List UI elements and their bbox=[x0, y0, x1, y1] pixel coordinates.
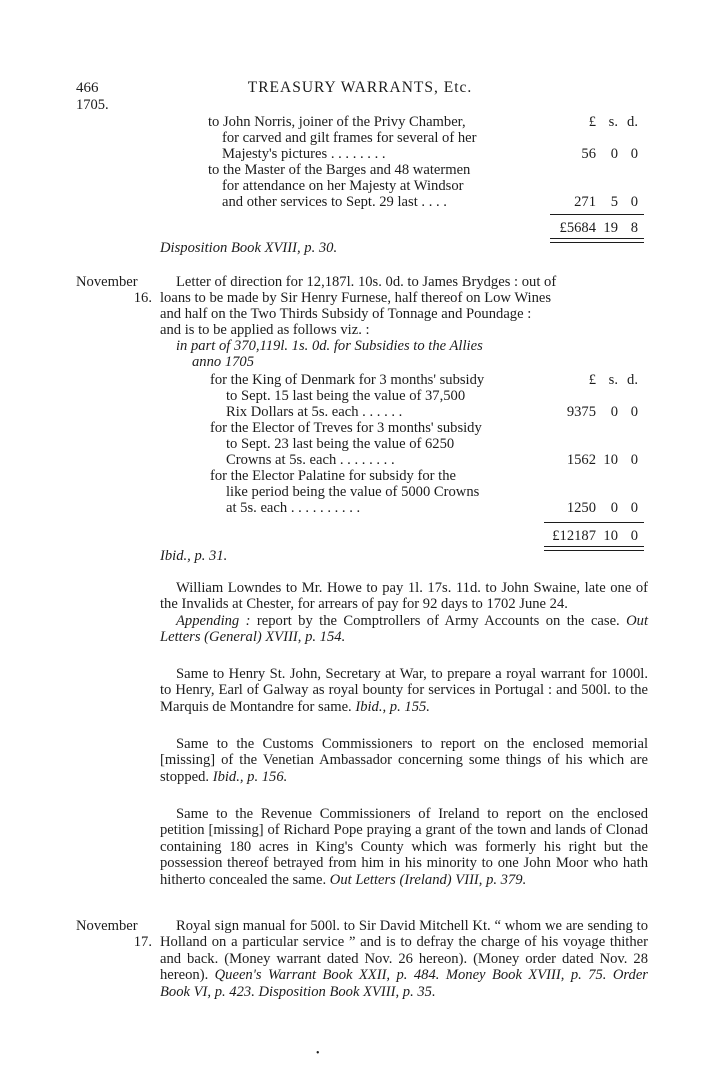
source-reference: Ibid., p. 155. bbox=[355, 698, 430, 715]
item-line: to the Master of the Barges and 48 watermen bbox=[208, 162, 471, 178]
item-line: like period being the value of 5000 Crowns bbox=[226, 484, 480, 500]
paragraph-text: Royal sign manual for 500l. to Sir David Mitchell Kt. “ whom we are sending to Holland on a particular service ” and is to defray the charge of his voyage thither and back. (Money warrant dated Nov. 26 hereon). (Money order dated Nov. 28 hereon). bbox=[160, 918, 648, 984]
currency-head-pounds: £ bbox=[588, 114, 596, 130]
amount-pence: 0 bbox=[630, 146, 638, 162]
paragraph-text: Same to the Customs Commissioners to report on the enclosed memorial [missing] of the Venetian Ambassador concerning some things of his which are stopped. bbox=[160, 736, 648, 785]
amount-shillings: 0 bbox=[610, 404, 618, 420]
total-pence: 8 bbox=[630, 220, 638, 236]
source-reference: Out Letters (Ireland) VIII, p. 379. bbox=[329, 871, 527, 888]
paragraph-text: Same to Henry St. John, Secretary at War, to prepare a royal warrant for 1000l. to Henry, Earl of Galway as royal bounty for services in Portugal : and 500l. to the Marquis de Montandre for same. bbox=[160, 666, 648, 715]
date-day: 16. bbox=[133, 290, 152, 307]
total-double-rule bbox=[550, 238, 644, 243]
amount-pounds: 9375 bbox=[566, 404, 596, 420]
source-reference: Money Book XVIII, p. 75. bbox=[445, 967, 607, 984]
sum-rule bbox=[544, 522, 644, 523]
entry-line: and is to be applied as follows viz. : bbox=[160, 322, 370, 338]
sum-rule bbox=[550, 214, 644, 215]
total-pence: 0 bbox=[630, 528, 638, 544]
source-reference: Order Book VI, p. 423. bbox=[160, 967, 648, 1000]
amount-pounds: 56 bbox=[581, 146, 596, 162]
source-reference: Disposition Book XVIII, p. 30. bbox=[160, 240, 338, 256]
total-pounds: £12187 bbox=[552, 528, 596, 544]
printer-mark: • bbox=[316, 1048, 320, 1059]
source-reference: Ibid., p. 31. bbox=[160, 548, 228, 564]
item-line: and other services to Sept. 29 last . . . . bbox=[222, 194, 447, 210]
item-line: Crowns at 5s. each . . . . . . . . bbox=[226, 452, 395, 468]
amount-shillings: 10 bbox=[603, 452, 618, 468]
currency-head-pence: d. bbox=[627, 372, 638, 388]
subhead-line: in part of 370,119l. 1s. 0d. for Subsidies to the Allies bbox=[176, 338, 483, 354]
source-reference: Queen's Warrant Book XXII, p. 484. bbox=[214, 967, 440, 984]
item-line: for the Elector Palatine for subsidy for the bbox=[210, 468, 456, 484]
margin-date-nov17 bbox=[76, 918, 158, 951]
source-reference: Out Letters (General) XVIII, p. 154. bbox=[160, 612, 648, 646]
total-double-rule bbox=[544, 546, 644, 551]
paragraph-ireland bbox=[160, 806, 648, 888]
item-line: for attendance on her Majesty at Windsor bbox=[222, 178, 464, 194]
currency-head-pounds: £ bbox=[588, 372, 596, 388]
entry-line: loans to be made by Sir Henry Furnese, half thereof on Low Wines bbox=[160, 290, 552, 306]
paragraph-st-john bbox=[160, 666, 648, 715]
paragraph-lowndes bbox=[160, 580, 648, 646]
currency-head-pence: d. bbox=[627, 114, 638, 130]
paragraph-customs bbox=[160, 736, 648, 785]
source-reference: Disposition Book XVIII, p. 35. bbox=[258, 983, 436, 1000]
date-day: 17. bbox=[133, 934, 152, 951]
date-month: November bbox=[76, 918, 138, 934]
amount-pounds: 271 bbox=[574, 194, 596, 210]
amount-pence: 0 bbox=[630, 404, 638, 420]
amount-pence: 0 bbox=[630, 452, 638, 468]
item-line: to Sept. 23 last being the value of 6250 bbox=[226, 436, 455, 452]
source-reference: Ibid., p. 156. bbox=[212, 768, 288, 785]
currency-head-shillings: s. bbox=[608, 372, 618, 388]
amount-pounds: 1562 bbox=[566, 452, 596, 468]
page-number: 466 bbox=[76, 80, 99, 96]
total-shillings: 10 bbox=[603, 528, 618, 544]
item-line: for the King of Denmark for 3 months' subsidy bbox=[210, 372, 485, 388]
item-line: Rix Dollars at 5s. each . . . . . . bbox=[226, 404, 403, 420]
running-title: TREASURY WARRANTS, Etc. bbox=[247, 79, 473, 96]
margin-date-nov16 bbox=[76, 274, 158, 307]
item-line: to Sept. 15 last being the value of 37,500 bbox=[226, 388, 466, 404]
entry-nov17 bbox=[160, 918, 648, 1000]
item-line: at 5s. each . . . . . . . . . . bbox=[226, 500, 361, 516]
total-shillings: 19 bbox=[603, 220, 618, 236]
amount-shillings: 0 bbox=[610, 500, 618, 516]
item-line: for carved and gilt frames for several of her bbox=[222, 130, 477, 146]
currency-head-shillings: s. bbox=[608, 114, 618, 130]
date-month: November bbox=[76, 274, 138, 290]
amount-pence: 0 bbox=[630, 500, 638, 516]
paragraph-text: Same to the Revenue Commissioners of Ireland to report on the enclosed petition [missing] of Richard Pope praying a grant of the town and lands of Clonad containing 180 acres in King's County which was formerly his right but the possession thereof betrayed from him in his minority to one John Moor who hath hitherto concealed the same. bbox=[160, 806, 648, 888]
item-line: for the Elector of Treves for 3 months' subsidy bbox=[210, 420, 482, 436]
amount-shillings: 0 bbox=[610, 146, 618, 162]
appending-label: Appending : bbox=[176, 612, 251, 629]
subhead-line: anno 1705 bbox=[192, 354, 255, 370]
entry-line: and half on the Two Thirds Subsidy of Tonnage and Poundage : bbox=[160, 306, 532, 322]
entry-line: Letter of direction for 12,187l. 10s. 0d. to James Brydges : out of bbox=[176, 274, 557, 290]
year-marker: 1705. bbox=[76, 97, 109, 113]
item-line: Majesty's pictures . . . . . . . . bbox=[222, 146, 386, 162]
amount-shillings: 5 bbox=[610, 194, 618, 210]
amount-pence: 0 bbox=[630, 194, 638, 210]
amount-pounds: 1250 bbox=[566, 500, 596, 516]
appending-text: report by the Comptrollers of Army Accounts on the case. bbox=[250, 612, 627, 629]
total-pounds: £5684 bbox=[559, 220, 596, 236]
item-line: to John Norris, joiner of the Privy Chamber, bbox=[208, 114, 466, 130]
paragraph-text: William Lowndes to Mr. Howe to pay 1l. 17s. 11d. to John Swaine, late one of the Invalids at Chester, for arrears of pay for 92 days to 1702 June 24. bbox=[160, 580, 648, 613]
